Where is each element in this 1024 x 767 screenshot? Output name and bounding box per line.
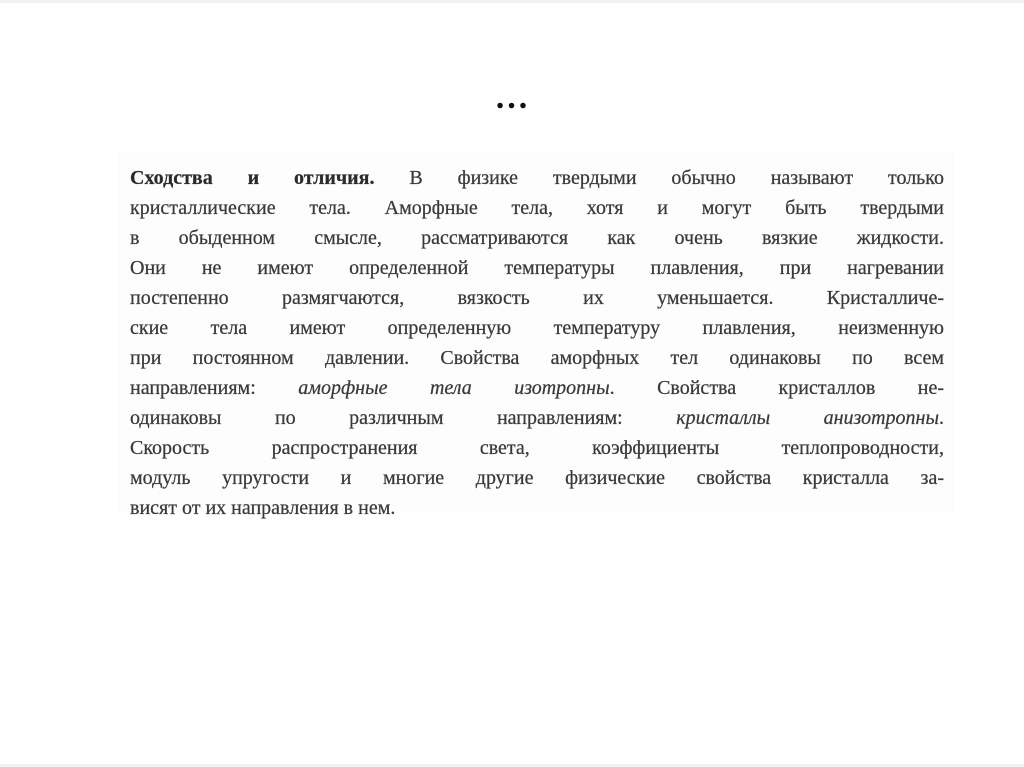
paragraph-text: кристаллические тела. Аморфные тела, хотя и могут быть твердыми xyxy=(130,197,944,219)
paragraph-line xyxy=(130,196,944,220)
paragraph-text: В физике твердыми обычно называют только xyxy=(374,167,944,189)
paragraph-text: модуль упругости и многие другие физические свойства кристалла за- xyxy=(130,467,944,489)
paragraph-line xyxy=(130,466,944,490)
slide-top-border xyxy=(0,0,1024,3)
paragraph-text: Скорость распространения света, коэффициенты теплопроводности, xyxy=(130,437,944,459)
paragraph-line xyxy=(130,166,944,190)
paragraph-text: в обыденном смысле, рассматриваются как очень вязкие жидкости. xyxy=(130,227,944,249)
paragraph-text: . xyxy=(939,407,944,429)
paragraph-text: постепенно размягчаются, вязкость их уменьшается. Кристалличе- xyxy=(130,287,944,309)
paragraph-text: направлениям: xyxy=(130,377,299,399)
paragraph-line xyxy=(130,256,944,280)
paragraph-line xyxy=(130,436,944,460)
paragraph-text: Они не имеют определенной температуры плавления, при нагревании xyxy=(130,257,944,279)
paragraph-line xyxy=(130,226,944,250)
paragraph-emphasis: кристаллы анизотропны xyxy=(676,407,939,429)
paragraph-line xyxy=(130,376,944,400)
paragraph-line xyxy=(130,406,944,430)
paragraph-line xyxy=(130,496,944,520)
paragraph-line xyxy=(130,286,944,310)
paragraph-text: ские тела имеют определенную температуру плавления, неизменную xyxy=(130,317,944,339)
paragraph-text: висят от их направления в нем. xyxy=(130,497,396,519)
paragraph-emphasis: аморфные тела изотропны xyxy=(298,377,610,399)
paragraph-heading: Сходства и отличия. xyxy=(130,167,375,189)
paragraph-text: при постоянном давлении. Свойства аморфных тел одинаковы по всем xyxy=(130,347,944,369)
slide-title: … xyxy=(494,79,530,116)
paragraph-text: . Свойства кристаллов не- xyxy=(609,377,944,399)
paragraph-line xyxy=(130,316,944,340)
paragraph-line xyxy=(130,346,944,370)
paragraph-text: одинаковы по различным направлениям: xyxy=(130,407,677,429)
